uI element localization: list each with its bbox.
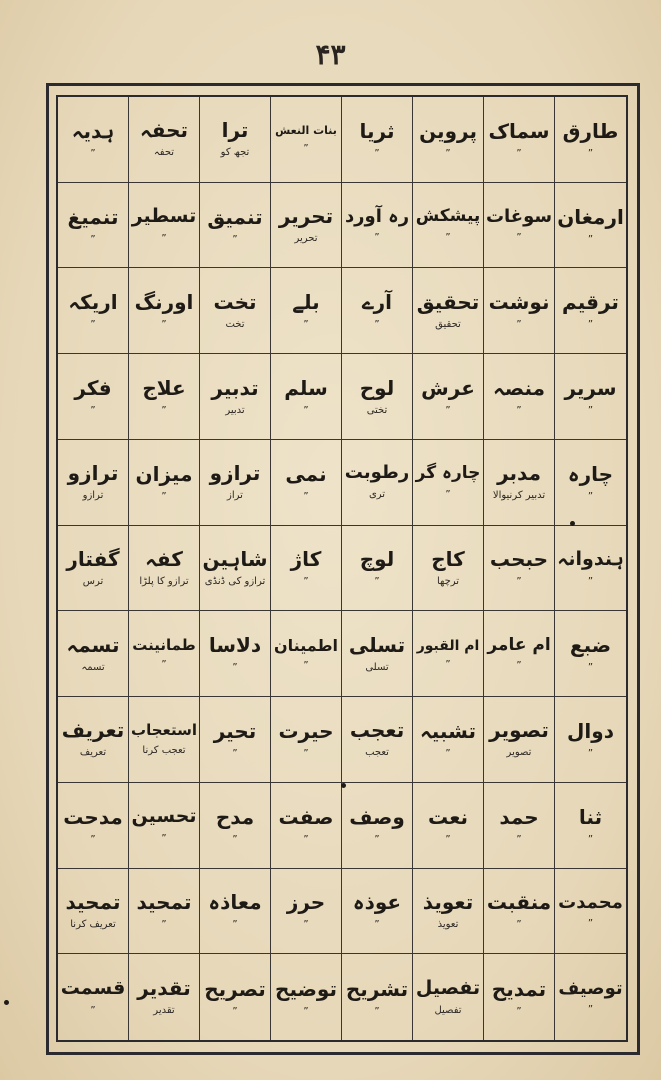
ditto-mark: ” bbox=[232, 662, 238, 674]
table-cell bbox=[555, 611, 626, 697]
ditto-mark: ” bbox=[303, 659, 309, 671]
table-cell bbox=[413, 97, 484, 183]
table-cell bbox=[129, 611, 200, 697]
table-cell bbox=[58, 954, 129, 1040]
entry-word: ثریا bbox=[359, 118, 395, 143]
entry-word: توضیح bbox=[275, 976, 337, 1001]
ditto-mark: ” bbox=[445, 405, 451, 417]
ditto-mark: ” bbox=[587, 147, 594, 159]
ditto-mark: ” bbox=[232, 833, 238, 845]
ditto-mark: ” bbox=[161, 490, 167, 502]
table-cell bbox=[58, 268, 129, 354]
table-cell bbox=[555, 783, 626, 869]
table-cell bbox=[342, 783, 413, 869]
table-cell bbox=[342, 869, 413, 955]
table-cell bbox=[58, 354, 129, 440]
ink-dot bbox=[4, 1000, 9, 1005]
entry-gloss: ترازو bbox=[82, 490, 104, 502]
entry-word: تعویذ bbox=[422, 889, 474, 914]
ditto-mark: ” bbox=[587, 490, 594, 502]
entry-word: کاج bbox=[431, 546, 465, 571]
ditto-mark: ” bbox=[516, 833, 522, 845]
ditto-mark: ” bbox=[445, 489, 451, 501]
entry-word: ام القبور bbox=[416, 637, 480, 654]
entry-word: استعجاب bbox=[131, 721, 197, 740]
entry-gloss: تحقیق bbox=[435, 318, 461, 330]
ditto-mark: ” bbox=[161, 659, 167, 671]
table-cell bbox=[58, 183, 129, 269]
entry-word: تمدیح bbox=[491, 976, 547, 1001]
table-cell bbox=[129, 183, 200, 269]
page-number: ۴۳ bbox=[315, 38, 346, 71]
table-cell bbox=[413, 526, 484, 612]
entry-word: عرش bbox=[421, 376, 475, 401]
table-cell bbox=[129, 440, 200, 526]
entry-word: محمدت bbox=[558, 891, 623, 913]
table-cell bbox=[271, 526, 342, 612]
entry-word: تحسین bbox=[131, 805, 197, 828]
entry-word: آرے bbox=[361, 290, 393, 315]
ditto-mark: ” bbox=[587, 233, 594, 245]
table-cell bbox=[555, 354, 626, 440]
entry-word: شاہین bbox=[202, 546, 268, 571]
word-table bbox=[56, 95, 628, 1042]
entry-word: تحقیق bbox=[416, 289, 480, 314]
entry-word: اطمینان bbox=[274, 635, 339, 655]
entry-word: عوذہ bbox=[352, 890, 402, 915]
table-cell bbox=[484, 183, 555, 269]
table-cell bbox=[271, 783, 342, 869]
ditto-mark: ” bbox=[374, 1005, 380, 1017]
table-cell bbox=[555, 526, 626, 612]
entry-word: تقدیر bbox=[137, 976, 191, 1001]
table-cell bbox=[271, 97, 342, 183]
entry-gloss: تعریف bbox=[79, 747, 107, 759]
entry-word: تخت bbox=[213, 289, 257, 314]
entry-word: تدبیر bbox=[211, 375, 259, 400]
entry-gloss: تحریر bbox=[294, 233, 318, 245]
entry-word: سریر bbox=[564, 376, 617, 401]
entry-word: تفصیل bbox=[415, 976, 481, 999]
entry-word: سوغات bbox=[485, 205, 553, 227]
table-cell bbox=[413, 697, 484, 783]
ditto-mark: ” bbox=[303, 1005, 309, 1017]
entry-word: توصیف bbox=[558, 977, 623, 999]
table-cell bbox=[484, 354, 555, 440]
entry-word: تسلی bbox=[348, 632, 406, 657]
entry-word: حبحب bbox=[489, 547, 549, 572]
ditto-mark: ” bbox=[161, 919, 167, 931]
entry-word: ہدیہ bbox=[71, 118, 115, 143]
table-cell bbox=[484, 268, 555, 354]
table-cell bbox=[58, 526, 129, 612]
entry-word: منقبت bbox=[486, 890, 552, 915]
ditto-mark: ” bbox=[445, 658, 451, 670]
table-cell bbox=[342, 954, 413, 1040]
entry-word: ترا bbox=[221, 118, 249, 143]
table-cell bbox=[200, 97, 271, 183]
entry-gloss: تعویذ bbox=[437, 918, 459, 930]
entry-word: ترازو bbox=[67, 461, 119, 486]
table-cell bbox=[484, 697, 555, 783]
table-cell bbox=[413, 440, 484, 526]
entry-gloss: تجھ کو bbox=[220, 147, 250, 159]
entry-word: گفتار bbox=[66, 546, 120, 571]
table-cell bbox=[271, 869, 342, 955]
table-cell bbox=[555, 440, 626, 526]
entry-word: دوال bbox=[567, 718, 614, 743]
table-cell bbox=[555, 97, 626, 183]
table-cell bbox=[413, 183, 484, 269]
table-cell bbox=[129, 97, 200, 183]
table-cell bbox=[555, 183, 626, 269]
ditto-mark: ” bbox=[303, 747, 309, 759]
table-cell bbox=[200, 354, 271, 440]
table-cell bbox=[58, 440, 129, 526]
table-cell bbox=[200, 268, 271, 354]
ditto-mark: ” bbox=[303, 490, 309, 502]
ditto-mark: ” bbox=[516, 147, 522, 159]
entry-word: تمحید bbox=[65, 889, 121, 914]
entry-word: طمانینت bbox=[132, 636, 196, 655]
ditto-mark: ” bbox=[587, 405, 594, 417]
ditto-mark: ” bbox=[516, 405, 522, 417]
ditto-mark: ” bbox=[516, 1005, 522, 1017]
ditto-mark: ” bbox=[161, 233, 167, 244]
entry-word: حرز bbox=[286, 890, 326, 915]
ditto-mark: ” bbox=[303, 919, 309, 931]
ditto-mark: ” bbox=[161, 833, 167, 845]
entry-gloss: تسلی bbox=[365, 661, 389, 673]
entry-word: ترقیم bbox=[562, 290, 619, 315]
table-cell bbox=[129, 354, 200, 440]
table-cell bbox=[58, 783, 129, 869]
entry-word: اورنگ bbox=[134, 290, 194, 315]
ink-dot bbox=[341, 783, 346, 788]
table-cell bbox=[555, 697, 626, 783]
entry-word: نعت bbox=[428, 804, 468, 829]
ditto-mark: ” bbox=[232, 1005, 238, 1017]
entry-word: علاج bbox=[142, 376, 186, 401]
table-cell bbox=[200, 611, 271, 697]
entry-word: رطوبت bbox=[344, 462, 410, 484]
ditto-mark: ” bbox=[374, 319, 380, 331]
ditto-mark: ” bbox=[232, 919, 238, 931]
entry-word: نوشت bbox=[488, 290, 550, 315]
ditto-mark: ” bbox=[232, 747, 238, 759]
entry-word: صفت bbox=[278, 804, 334, 829]
entry-word: تشبیہ bbox=[420, 718, 476, 743]
ditto-mark: ” bbox=[374, 232, 380, 244]
table-cell bbox=[58, 869, 129, 955]
entry-word: تحریر bbox=[278, 204, 334, 229]
table-cell bbox=[413, 268, 484, 354]
entry-gloss: ترازو کا پلڑا bbox=[139, 575, 189, 587]
ditto-mark: ” bbox=[587, 319, 594, 331]
table-cell bbox=[342, 97, 413, 183]
ditto-mark: ” bbox=[587, 918, 594, 930]
entry-gloss: تعجب bbox=[365, 747, 389, 759]
table-cell bbox=[58, 97, 129, 183]
ditto-mark: ” bbox=[445, 147, 451, 159]
entry-word: سلم bbox=[284, 376, 328, 401]
ditto-mark: ” bbox=[445, 231, 451, 243]
ditto-mark: ” bbox=[587, 1004, 594, 1016]
entry-word: ضبع bbox=[569, 633, 612, 658]
entry-word: میزان bbox=[135, 461, 193, 486]
table-cell bbox=[413, 354, 484, 440]
ditto-mark: ” bbox=[303, 319, 309, 331]
entry-word: سماک bbox=[488, 118, 550, 143]
entry-word: لوح bbox=[359, 375, 395, 400]
ditto-mark: ” bbox=[374, 147, 380, 159]
entry-gloss: ترازو کی ڈنڈی bbox=[204, 575, 266, 587]
table-cell bbox=[342, 697, 413, 783]
entry-word: لوچ bbox=[359, 547, 395, 572]
entry-word: تحفہ bbox=[139, 118, 189, 143]
entry-word: حیرت bbox=[278, 718, 334, 743]
entry-gloss: ترچھا bbox=[436, 575, 460, 587]
entry-word: تحیر bbox=[213, 718, 257, 743]
entry-word: بلے bbox=[292, 290, 320, 315]
entry-word: تعجب bbox=[349, 718, 405, 743]
table-cell bbox=[200, 183, 271, 269]
table-cell bbox=[271, 611, 342, 697]
entry-word: رہ آورد bbox=[344, 205, 410, 227]
table-cell bbox=[129, 954, 200, 1040]
entry-word: مدبر bbox=[497, 461, 541, 486]
entry-word: کاژ bbox=[290, 547, 322, 572]
entry-word: طارق bbox=[562, 118, 619, 143]
entry-word: بنات النعش bbox=[275, 124, 337, 138]
entry-gloss: تسمہ bbox=[81, 661, 105, 673]
ditto-mark: ” bbox=[516, 919, 522, 931]
table-cell bbox=[342, 268, 413, 354]
table-cell bbox=[271, 354, 342, 440]
ditto-mark: ” bbox=[516, 660, 522, 672]
entry-word: قسمت bbox=[60, 977, 126, 1000]
table-cell bbox=[484, 954, 555, 1040]
table-cell bbox=[200, 526, 271, 612]
entry-word: تنمیغ bbox=[67, 204, 119, 229]
table-cell bbox=[555, 954, 626, 1040]
ditto-mark: ” bbox=[161, 319, 167, 331]
ditto-mark: ” bbox=[516, 319, 522, 331]
entry-word: فکر bbox=[74, 376, 112, 401]
entry-word: ارمغان bbox=[557, 204, 624, 229]
ditto-mark: ” bbox=[587, 575, 594, 587]
entry-word: تسمہ bbox=[66, 632, 120, 657]
ditto-mark: ” bbox=[445, 747, 451, 759]
table-cell bbox=[484, 611, 555, 697]
entry-gloss: تعجب کرنا bbox=[142, 744, 186, 756]
entry-word: تصویر bbox=[489, 718, 549, 743]
entry-gloss: تخت bbox=[225, 318, 245, 330]
entry-word: اریکہ bbox=[68, 290, 118, 315]
table-cell bbox=[200, 954, 271, 1040]
ditto-mark: ” bbox=[303, 142, 309, 154]
entry-word: تشریح bbox=[345, 976, 409, 1001]
entry-word: چارہ bbox=[567, 461, 614, 486]
entry-word: نمی bbox=[285, 461, 327, 486]
entry-gloss: تقدیر bbox=[153, 1005, 175, 1017]
table-cell bbox=[271, 440, 342, 526]
ink-dot bbox=[570, 521, 575, 526]
entry-word: تصریح bbox=[204, 976, 266, 1001]
entry-gloss: تراز bbox=[227, 490, 243, 502]
ditto-mark: ” bbox=[90, 319, 96, 331]
ditto-mark: ” bbox=[303, 833, 309, 845]
entry-gloss: تحفہ bbox=[153, 147, 175, 159]
table-cell bbox=[413, 611, 484, 697]
ditto-mark: ” bbox=[516, 232, 522, 244]
table-cell bbox=[200, 440, 271, 526]
table-cell bbox=[129, 526, 200, 612]
table-cell bbox=[129, 268, 200, 354]
table-cell bbox=[342, 183, 413, 269]
entry-word: ام عامر bbox=[487, 634, 551, 655]
ditto-mark: ” bbox=[90, 233, 96, 245]
table-cell bbox=[58, 611, 129, 697]
entry-word: حمد bbox=[499, 804, 539, 829]
entry-word: ثنا bbox=[578, 804, 603, 829]
ditto-mark: ” bbox=[374, 919, 380, 931]
entry-word: منصہ bbox=[493, 376, 545, 401]
table-cell bbox=[342, 440, 413, 526]
entry-word: معاذہ bbox=[208, 890, 262, 915]
table-cell bbox=[413, 783, 484, 869]
entry-word: پروین bbox=[419, 118, 477, 143]
table-cell bbox=[200, 783, 271, 869]
table-cell bbox=[342, 526, 413, 612]
ditto-mark: ” bbox=[90, 147, 96, 159]
entry-word: تسطیر bbox=[131, 205, 197, 228]
table-cell bbox=[271, 268, 342, 354]
table-cell bbox=[484, 783, 555, 869]
entry-word: ترازو bbox=[209, 461, 261, 486]
table-cell bbox=[342, 354, 413, 440]
ditto-mark: ” bbox=[587, 662, 594, 674]
entry-word: تمحید bbox=[136, 890, 192, 915]
ditto-mark: ” bbox=[587, 747, 594, 759]
ditto-mark: ” bbox=[90, 405, 96, 417]
table-cell bbox=[129, 697, 200, 783]
entry-word: مدح bbox=[215, 804, 255, 829]
table-cell bbox=[271, 954, 342, 1040]
ditto-mark: ” bbox=[445, 833, 451, 845]
entry-word: ہندوانہ bbox=[557, 548, 624, 571]
entry-word: وصف bbox=[349, 804, 405, 829]
entry-gloss: ترس bbox=[82, 575, 104, 587]
entry-gloss: تصویر bbox=[506, 747, 532, 759]
ditto-mark: ” bbox=[516, 576, 522, 588]
entry-gloss: تدبیر کرنیوالا bbox=[492, 490, 546, 502]
ditto-mark: ” bbox=[303, 576, 309, 588]
table-cell bbox=[484, 440, 555, 526]
entry-word: تنمیق bbox=[207, 204, 263, 229]
table-cell bbox=[413, 869, 484, 955]
table-cell bbox=[200, 697, 271, 783]
table-cell bbox=[484, 869, 555, 955]
entry-word: تعریف bbox=[61, 718, 125, 743]
table-cell bbox=[342, 611, 413, 697]
entry-word: پیشکش bbox=[415, 206, 481, 227]
table-cell bbox=[413, 954, 484, 1040]
entry-gloss: تدبیر bbox=[225, 404, 245, 416]
ditto-mark: ” bbox=[374, 576, 380, 588]
table-cell bbox=[58, 697, 129, 783]
table-cell bbox=[555, 869, 626, 955]
table-cell bbox=[129, 869, 200, 955]
entry-word: دلاسا bbox=[208, 633, 262, 658]
table-cell bbox=[271, 183, 342, 269]
ditto-mark: ” bbox=[90, 833, 96, 845]
entry-gloss: تختی bbox=[366, 404, 388, 416]
entry-word: کفہ bbox=[145, 546, 183, 571]
entry-gloss: تفصیل bbox=[434, 1004, 462, 1016]
ditto-mark: ” bbox=[303, 405, 309, 417]
entry-word: مدحت bbox=[63, 804, 123, 829]
table-cell bbox=[484, 526, 555, 612]
entry-gloss: تعریف کرنا bbox=[70, 918, 116, 930]
entry-word: چارہ گر bbox=[415, 463, 481, 484]
table-cell bbox=[555, 268, 626, 354]
table-cell bbox=[129, 783, 200, 869]
table-cell bbox=[200, 869, 271, 955]
table-cell bbox=[484, 97, 555, 183]
table-cell bbox=[271, 697, 342, 783]
ditto-mark: ” bbox=[374, 833, 380, 845]
ditto-mark: ” bbox=[587, 833, 594, 845]
ditto-mark: ” bbox=[232, 233, 238, 245]
ditto-mark: ” bbox=[90, 1005, 96, 1017]
entry-gloss: تری bbox=[368, 489, 386, 501]
ditto-mark: ” bbox=[161, 405, 167, 417]
